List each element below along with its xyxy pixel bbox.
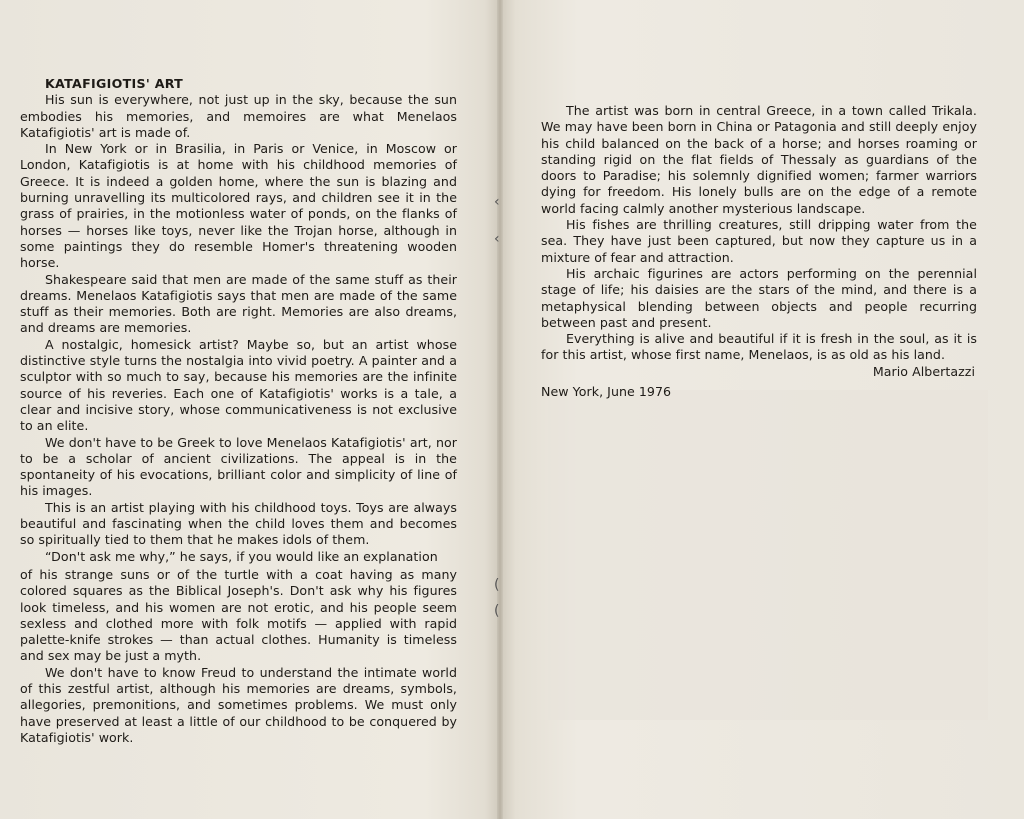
staple-mark-lower: ( xyxy=(494,577,500,593)
left-column-top xyxy=(20,76,457,565)
staple-mark-upper: ‹ xyxy=(494,231,500,247)
paragraph: In New York or in Brasilia, in Paris or Venice, in Moscow or London, Katafigiotis is at home with his childhood memories of Greece. It is indeed a golden home, where the sun is blazing and burning unravelling its multicolored rays, and children see it in the grass of prairies, in the motionless water of ponds, on the flanks of horses — horses like toys, never like the Trojan horse, although in some paintings they do resemble Homer's threatening wooden horse. xyxy=(20,141,457,271)
page-gutter xyxy=(497,0,503,819)
staple-mark-bottom: ( xyxy=(494,603,500,619)
paragraph: The artist was born in central Greece, in a town called Trikala. We may have been born in China or Patagonia and still deeply enjoy his child balanced on the back of a horse; and horses roaming or standing rigid on the flat fields of Thessaly as guardians of the doors to Paradise; his solemnly dignified women; farmer warriors dying for freedom. His lonely bulls are on the edge of a remote world facing calmly another mysterious landscape. xyxy=(541,103,977,216)
paragraph: His archaic figurines are actors performing on the perennial stage of life; his daisies are the stars of the mind, and there is a metaphysical blending between objects and people recurring between past and present. xyxy=(541,265,977,330)
author-signature: Mario Albertazzi xyxy=(872,363,975,379)
paragraph: We don't have to know Freud to understand the intimate world of this zestful artist, although his memories are dreams, symbols, allegories, premonitions, and sometimes problems. We must only have preserved at least a little of our childhood to be conquered by Katafigiotis' work. xyxy=(20,664,457,745)
paragraph: Shakespeare said that men are made of the same stuff as their dreams. Menelaos Katafigiotis says that men are made of the same stuff as their memories. Both are right. Memories are also dreams, and dreams are memories. xyxy=(20,271,457,336)
staple-mark-top: ‹ xyxy=(494,194,500,210)
left-column-bottom xyxy=(20,567,457,746)
paragraph: This is an artist playing with his childhood toys. Toys are always beautiful and fascinating when the child loves them and becomes so spiritually tied to them that he makes idols of them. xyxy=(20,499,457,548)
show-through-area xyxy=(548,390,988,720)
place-date: New York, June 1976 xyxy=(541,384,672,400)
paragraph: His fishes are thrilling creatures, still dripping water from the sea. They have just been captured, but now they capture us in a mixture of fear and attraction. xyxy=(541,217,977,265)
paragraph-continued: of his strange suns or of the turtle with a coat having as many colored squares as the Biblical Joseph's. Don't ask why his figures look timeless, and his women are not erotic, and his people seem sexless and clothed more with folk motifs — applied with rapid palette-knife strokes — than actual clothes. Humanity is timeless and sex may be just a myth. xyxy=(20,567,457,664)
paragraph: His sun is everywhere, not just up in the sky, because the sun embodies his memories, and memoires are what Menelaos Katafigiotis' art is made of. xyxy=(20,92,457,140)
article-heading: KATAFIGIOTIS' ART xyxy=(45,76,184,91)
paragraph: We don't have to be Greek to love Menelaos Katafigiotis' art, nor to be a scholar of ancient civilizations. The appeal is in the spontaneity of his evocations, brilliant color and simplicity of line of his images. xyxy=(20,434,457,499)
paragraph: A nostalgic, homesick artist? Maybe so, but an artist whose distinctive style turns the nostalgia into vivid poetry. A painter and a sculptor with so much to say, because his memories are the infinite source of his reveries. Each one of Katafigiotis' works is a tale, a clear and incisive story, whose communicativeness is not exclusive to an elite. xyxy=(20,336,457,434)
paragraph: Everything is alive and beautiful if it is fresh in the soul, as it is for this artist, whose first name, Menelaos, is as old as his land. xyxy=(541,331,977,363)
paragraph: “Don't ask me why,” he says, if you would like an explanation xyxy=(45,548,438,564)
right-column xyxy=(541,103,977,400)
